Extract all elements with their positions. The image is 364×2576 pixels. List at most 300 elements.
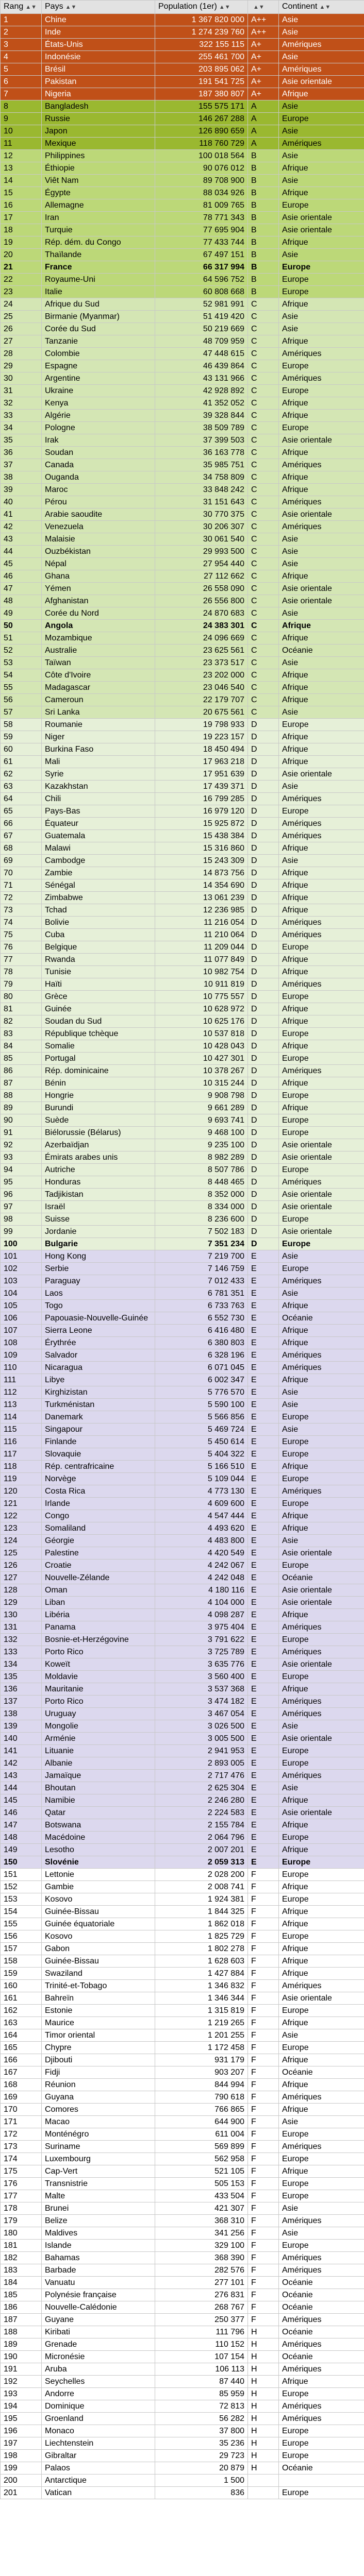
rank-cell: 75	[1, 929, 42, 941]
country-cell: Mozambique	[42, 632, 155, 645]
rank-cell: 93	[1, 1151, 42, 1164]
country-cell: Transnistrie	[42, 2178, 155, 2190]
population-cell: 3 975 404	[155, 1621, 248, 1634]
continent-cell: Amériques	[279, 929, 364, 941]
population-cell: 20 675 561	[155, 706, 248, 719]
rank-cell: 190	[1, 2351, 42, 2363]
table-row	[1, 756, 364, 768]
continent-cell: Asie	[279, 1782, 364, 1794]
population-cell: 1 346 832	[155, 1980, 248, 1992]
country-cell: Burundi	[42, 1102, 155, 1114]
table-row	[1, 113, 364, 125]
sort-icon[interactable]: ▲▼	[65, 4, 77, 10]
table-row	[1, 1448, 364, 1461]
sort-icon[interactable]: ▲▼	[25, 4, 37, 10]
country-cell: Israël	[42, 1201, 155, 1213]
tier-cell: B	[248, 274, 279, 286]
rank-cell: 96	[1, 1189, 42, 1201]
population-cell: 10 775 557	[155, 991, 248, 1003]
table-row	[1, 2054, 364, 2066]
continent-cell: Amériques	[279, 917, 364, 929]
tier-cell: D	[248, 879, 279, 892]
continent-cell: Océanie	[279, 2301, 364, 2314]
country-cell: Guinée	[42, 1003, 155, 1015]
rank-cell: 53	[1, 657, 42, 669]
country-cell: Hongrie	[42, 1090, 155, 1102]
rank-cell: 56	[1, 694, 42, 706]
table-row	[1, 224, 364, 236]
population-cell: 4 493 620	[155, 1522, 248, 1535]
country-cell: Russie	[42, 113, 155, 125]
tier-cell: E	[248, 1708, 279, 1720]
country-cell: Ouganda	[42, 471, 155, 484]
continent-cell: Amériques	[279, 348, 364, 360]
continent-cell: Amériques	[279, 1275, 364, 1287]
table-row	[1, 1708, 364, 1720]
continent-cell: Afrique	[279, 335, 364, 348]
col-continent-header[interactable]	[279, 1, 364, 14]
tier-cell: C	[248, 533, 279, 546]
country-cell: Jordanie	[42, 1226, 155, 1238]
table-row	[1, 509, 364, 521]
table-row	[1, 929, 364, 941]
country-cell: Haïti	[42, 978, 155, 991]
rank-cell: 99	[1, 1226, 42, 1238]
country-cell: Norvège	[42, 1473, 155, 1485]
tier-cell: E	[248, 1510, 279, 1522]
table-row	[1, 855, 364, 867]
table-row	[1, 471, 364, 484]
continent-cell: Europe	[279, 941, 364, 954]
continent-cell: Amériques	[279, 2215, 364, 2227]
country-cell: Maurice	[42, 2017, 155, 2029]
rank-cell: 110	[1, 1362, 42, 1374]
rank-cell: 101	[1, 1250, 42, 1263]
country-cell: Niger	[42, 731, 155, 743]
population-cell: 9 235 100	[155, 1139, 248, 1151]
rank-cell: 115	[1, 1423, 42, 1436]
continent-cell: Amériques	[279, 1485, 364, 1498]
rank-cell: 92	[1, 1139, 42, 1151]
population-cell: 34 758 809	[155, 471, 248, 484]
table-row	[1, 521, 364, 533]
continent-cell: Afrique	[279, 1300, 364, 1312]
table-row	[1, 2264, 364, 2277]
rank-cell: 136	[1, 1683, 42, 1696]
rank-cell: 165	[1, 2042, 42, 2054]
table-row	[1, 830, 364, 842]
table-row	[1, 1287, 364, 1300]
tier-cell: C	[248, 311, 279, 323]
continent-cell: Amériques	[279, 2400, 364, 2413]
rank-cell: 31	[1, 385, 42, 397]
table-row	[1, 1968, 364, 1980]
tier-cell: B	[248, 187, 279, 199]
country-cell: Malte	[42, 2190, 155, 2202]
population-cell: 1 427 884	[155, 1968, 248, 1980]
table-row	[1, 682, 364, 694]
population-cell: 27 954 440	[155, 558, 248, 570]
country-cell: Belize	[42, 2215, 155, 2227]
country-cell: Cuba	[42, 929, 155, 941]
population-cell: 6 071 045	[155, 1362, 248, 1374]
country-cell: Maldives	[42, 2227, 155, 2240]
population-cell: 8 236 600	[155, 1213, 248, 1226]
rank-cell: 94	[1, 1164, 42, 1176]
population-cell: 13 061 239	[155, 892, 248, 904]
continent-cell: Afrique	[279, 471, 364, 484]
rank-cell: 189	[1, 2338, 42, 2351]
sort-icon[interactable]: ▲▼	[253, 4, 264, 10]
tier-cell: H	[248, 2363, 279, 2376]
continent-cell: Amériques	[279, 459, 364, 471]
country-cell: Tchad	[42, 904, 155, 917]
table-row	[1, 1139, 364, 1151]
rank-cell: 58	[1, 719, 42, 731]
tier-cell: E	[248, 1856, 279, 1869]
table-row	[1, 1869, 364, 1881]
table-row	[1, 422, 364, 434]
rank-cell: 32	[1, 397, 42, 410]
rank-cell: 36	[1, 447, 42, 459]
table-row	[1, 1189, 364, 1201]
rank-cell: 57	[1, 706, 42, 719]
table-row	[1, 632, 364, 645]
rank-cell: 178	[1, 2202, 42, 2215]
population-cell: 12 236 985	[155, 904, 248, 917]
rank-cell: 63	[1, 781, 42, 793]
continent-cell: Europe	[279, 1893, 364, 1906]
country-cell: Bangladesh	[42, 100, 155, 113]
tier-cell: E	[248, 1522, 279, 1535]
population-cell: 505 153	[155, 2178, 248, 2190]
tier-cell: B	[248, 212, 279, 224]
rank-cell: 60	[1, 743, 42, 756]
table-row	[1, 410, 364, 422]
population-cell: 3 474 182	[155, 1696, 248, 1708]
country-cell: Nouvelle-Zélande	[42, 1572, 155, 1584]
table-row	[1, 1127, 364, 1139]
rank-cell: 42	[1, 521, 42, 533]
population-cell: 3 560 400	[155, 1671, 248, 1683]
population-cell: 1 274 239 760	[155, 26, 248, 39]
population-cell: 31 151 643	[155, 496, 248, 509]
rank-cell: 65	[1, 805, 42, 818]
table-row	[1, 1176, 364, 1189]
rank-cell: 47	[1, 583, 42, 595]
continent-cell: Afrique	[279, 1918, 364, 1930]
rank-cell: 191	[1, 2363, 42, 2376]
country-cell: Koweït	[42, 1658, 155, 1671]
rank-cell: 62	[1, 768, 42, 781]
continent-cell: Asie	[279, 150, 364, 162]
table-row	[1, 1312, 364, 1325]
continent-cell: Afrique	[279, 1510, 364, 1522]
population-cell: 187 380 807	[155, 88, 248, 100]
country-cell: Macédoine	[42, 1832, 155, 1844]
table-row	[1, 1275, 364, 1287]
tier-cell: E	[248, 1312, 279, 1325]
continent-cell: Amériques	[279, 830, 364, 842]
table-row	[1, 2079, 364, 2091]
table-row	[1, 595, 364, 607]
rank-cell: 12	[1, 150, 42, 162]
rank-cell: 1	[1, 14, 42, 26]
population-cell: 47 448 615	[155, 348, 248, 360]
rank-cell: 168	[1, 2079, 42, 2091]
tier-cell: E	[248, 1807, 279, 1819]
population-cell: 30 206 307	[155, 521, 248, 533]
table-row	[1, 1114, 364, 1127]
tier-cell: E	[248, 1634, 279, 1646]
country-cell: Angola	[42, 620, 155, 632]
table-row	[1, 1535, 364, 1547]
tier-cell: F	[248, 2042, 279, 2054]
rank-cell: 108	[1, 1337, 42, 1349]
tier-cell: F	[248, 1955, 279, 1968]
table-row	[1, 533, 364, 546]
continent-cell: Asie	[279, 855, 364, 867]
continent-cell: Europe	[279, 1473, 364, 1485]
table-row	[1, 904, 364, 917]
table-row	[1, 1832, 364, 1844]
table-row	[1, 1015, 364, 1028]
population-cell: 8 982 289	[155, 1151, 248, 1164]
rank-cell: 91	[1, 1127, 42, 1139]
table-row	[1, 1547, 364, 1560]
country-cell: Burkina Faso	[42, 743, 155, 756]
continent-cell: Océanie	[279, 2326, 364, 2338]
country-cell: Estonie	[42, 2005, 155, 2017]
population-cell: 4 242 067	[155, 1560, 248, 1572]
table-row	[1, 1423, 364, 1436]
table-row	[1, 1300, 364, 1312]
country-cell: Guinée équatoriale	[42, 1918, 155, 1930]
table-row	[1, 2277, 364, 2289]
rank-cell: 195	[1, 2413, 42, 2425]
rank-cell: 119	[1, 1473, 42, 1485]
continent-cell: Afrique	[279, 966, 364, 978]
continent-cell: Europe	[279, 2005, 364, 2017]
rank-cell: 147	[1, 1819, 42, 1832]
country-cell: Luxembourg	[42, 2153, 155, 2165]
continent-cell: Amériques	[279, 793, 364, 805]
rank-cell: 120	[1, 1485, 42, 1498]
country-cell: Slovaquie	[42, 1448, 155, 1461]
table-row	[1, 1671, 364, 1683]
population-cell: 2 064 796	[155, 1832, 248, 1844]
continent-cell: Afrique	[279, 743, 364, 756]
table-row	[1, 2017, 364, 2029]
country-cell: Ghana	[42, 570, 155, 583]
tier-cell: E	[248, 1770, 279, 1782]
country-cell: États-Unis	[42, 39, 155, 51]
population-cell: 41 352 052	[155, 397, 248, 410]
rank-cell: 24	[1, 298, 42, 311]
population-cell: 100 018 564	[155, 150, 248, 162]
rank-cell: 102	[1, 1263, 42, 1275]
country-cell: Trinité-et-Tobago	[42, 1980, 155, 1992]
rank-cell: 64	[1, 793, 42, 805]
population-cell: 90 076 012	[155, 162, 248, 175]
population-cell: 341 256	[155, 2227, 248, 2240]
country-cell: Serbie	[42, 1263, 155, 1275]
country-cell: Suriname	[42, 2141, 155, 2153]
continent-cell: Amériques	[279, 39, 364, 51]
tier-cell: C	[248, 397, 279, 410]
continent-cell: Asie	[279, 657, 364, 669]
continent-cell: Europe	[279, 2240, 364, 2252]
rank-cell: 7	[1, 88, 42, 100]
country-cell: Salvador	[42, 1349, 155, 1362]
continent-cell: Europe	[279, 1671, 364, 1683]
population-cell: 23 046 540	[155, 682, 248, 694]
tier-cell: C	[248, 620, 279, 632]
table-row	[1, 1757, 364, 1770]
tier-cell: E	[248, 1386, 279, 1399]
country-cell: Indonésie	[42, 51, 155, 63]
table-row	[1, 818, 364, 830]
rank-cell: 144	[1, 1782, 42, 1794]
tier-cell: A++	[248, 14, 279, 26]
col-tier-header[interactable]	[248, 1, 279, 14]
col-country-header[interactable]	[42, 1, 155, 14]
table-row	[1, 76, 364, 88]
rank-cell: 88	[1, 1090, 42, 1102]
rank-cell: 43	[1, 533, 42, 546]
country-cell: Mali	[42, 756, 155, 768]
rank-cell: 192	[1, 2376, 42, 2388]
population-cell: 4 420 549	[155, 1547, 248, 1560]
country-cell: Iran	[42, 212, 155, 224]
tier-cell: D	[248, 818, 279, 830]
table-row	[1, 879, 364, 892]
rank-cell: 148	[1, 1832, 42, 1844]
table-row	[1, 954, 364, 966]
country-cell: Mexique	[42, 138, 155, 150]
tier-cell: E	[248, 1263, 279, 1275]
continent-cell: Amériques	[279, 372, 364, 385]
table-row	[1, 2376, 364, 2388]
sort-icon[interactable]: ▲▼	[219, 4, 230, 10]
table-row	[1, 187, 364, 199]
population-cell: 107 154	[155, 2351, 248, 2363]
tier-cell: D	[248, 1040, 279, 1053]
rank-cell: 183	[1, 2264, 42, 2277]
rank-cell: 98	[1, 1213, 42, 1226]
table-row	[1, 607, 364, 620]
tier-cell: D	[248, 1201, 279, 1213]
tier-cell: E	[248, 1547, 279, 1560]
continent-cell: Afrique	[279, 904, 364, 917]
tier-cell: F	[248, 2252, 279, 2264]
country-cell: Antarctique	[42, 2475, 155, 2487]
rank-cell: 51	[1, 632, 42, 645]
continent-cell: Asie	[279, 1720, 364, 1733]
continent-cell: Europe	[279, 2042, 364, 2054]
population-cell: 322 155 115	[155, 39, 248, 51]
tier-cell: F	[248, 2128, 279, 2141]
tier-cell: F	[248, 1968, 279, 1980]
continent-cell: Asie	[279, 311, 364, 323]
continent-cell: Europe	[279, 360, 364, 372]
continent-cell: Asie	[279, 1399, 364, 1411]
table-row	[1, 51, 364, 63]
population-cell: 2 941 953	[155, 1745, 248, 1757]
continent-cell: Asie	[279, 1423, 364, 1436]
tier-cell: C	[248, 496, 279, 509]
rank-cell: 122	[1, 1510, 42, 1522]
country-cell: Chypre	[42, 2042, 155, 2054]
population-cell: 329 100	[155, 2240, 248, 2252]
population-cell: 6 380 803	[155, 1337, 248, 1349]
rank-cell: 129	[1, 1597, 42, 1609]
country-cell: Cambodge	[42, 855, 155, 867]
country-cell: Vatican	[42, 2487, 155, 2499]
tier-cell: C	[248, 410, 279, 422]
population-cell: 268 767	[155, 2301, 248, 2314]
rank-cell: 175	[1, 2165, 42, 2178]
rank-cell: 50	[1, 620, 42, 632]
country-cell: Malawi	[42, 842, 155, 855]
tier-cell: A+	[248, 76, 279, 88]
continent-cell: Afrique	[279, 1077, 364, 1090]
country-cell: Bhoutan	[42, 1782, 155, 1794]
tier-cell: C	[248, 558, 279, 570]
population-cell: 3 026 500	[155, 1720, 248, 1733]
rank-cell: 176	[1, 2178, 42, 2190]
table-row	[1, 2450, 364, 2462]
rank-cell: 79	[1, 978, 42, 991]
country-cell: Syrie	[42, 768, 155, 781]
table-row	[1, 298, 364, 311]
country-cell: Guinée-Bissau	[42, 1906, 155, 1918]
tier-cell: B	[248, 224, 279, 236]
sort-icon[interactable]: ▲▼	[319, 4, 331, 10]
population-cell: 644 900	[155, 2116, 248, 2128]
col-population-header[interactable]	[155, 1, 248, 14]
continent-cell: Europe	[279, 1498, 364, 1510]
country-cell: Polynésie française	[42, 2289, 155, 2301]
continent-cell: Amériques	[279, 496, 364, 509]
country-cell: Guyana	[42, 2091, 155, 2104]
table-row	[1, 1498, 364, 1510]
col-rank-label: Rang	[4, 2, 24, 11]
table-row	[1, 1325, 364, 1337]
continent-cell: Asie	[279, 558, 364, 570]
country-cell: Qatar	[42, 1807, 155, 1819]
table-row	[1, 1794, 364, 1807]
rank-cell: 128	[1, 1584, 42, 1597]
population-cell: 23 373 517	[155, 657, 248, 669]
continent-cell: Amériques	[279, 1708, 364, 1720]
country-cell: Chili	[42, 793, 155, 805]
country-cell: Moldavie	[42, 1671, 155, 1683]
continent-cell: Afrique	[279, 1102, 364, 1114]
country-cell: Djibouti	[42, 2054, 155, 2066]
rank-cell: 193	[1, 2388, 42, 2400]
rank-cell: 113	[1, 1399, 42, 1411]
country-cell: Kosovo	[42, 1893, 155, 1906]
country-cell: Chine	[42, 14, 155, 26]
tier-cell: F	[248, 1943, 279, 1955]
country-cell: Japon	[42, 125, 155, 138]
country-cell: Belgique	[42, 941, 155, 954]
table-row	[1, 199, 364, 212]
rank-cell: 35	[1, 434, 42, 447]
rank-cell: 158	[1, 1955, 42, 1968]
col-rank-header[interactable]	[1, 1, 42, 14]
